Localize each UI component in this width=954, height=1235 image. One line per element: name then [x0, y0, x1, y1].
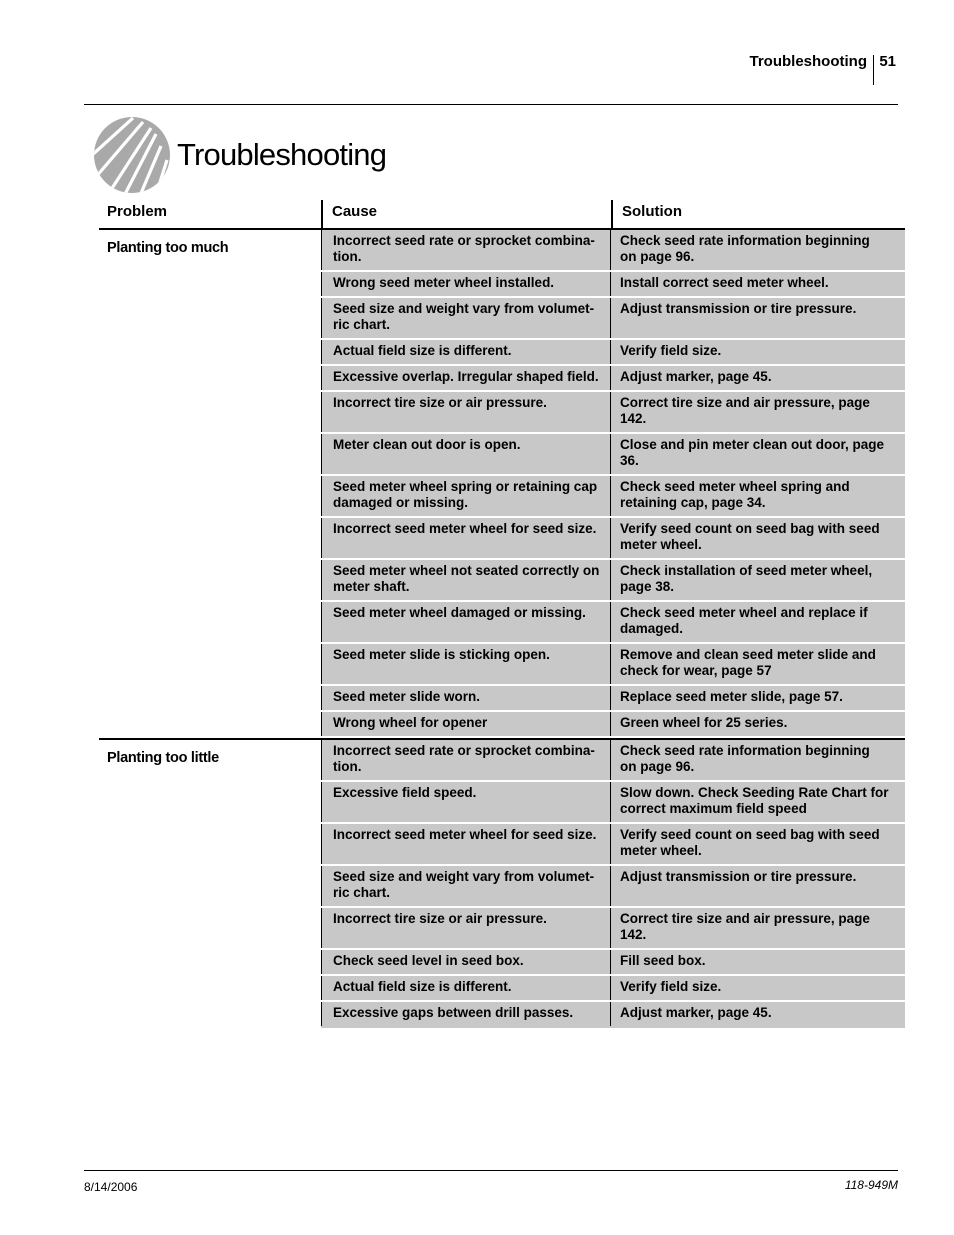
- table-header: [99, 200, 905, 230]
- table-row: [321, 1002, 905, 1028]
- table-row: [321, 602, 905, 644]
- table-row: [321, 976, 905, 1002]
- table-row: [321, 712, 905, 738]
- solution-cell: Adjust transmission or tire pressure.: [620, 301, 857, 316]
- table-row: [321, 392, 905, 434]
- cause-cell: Meter clean out door is open.: [321, 434, 611, 474]
- table-row: [321, 824, 905, 866]
- cause-cell: Seed meter slide is sticking open.: [321, 644, 611, 684]
- cause-cell: Wrong wheel for opener: [321, 712, 611, 736]
- troubleshooting-table: [99, 200, 905, 1028]
- cause-cell: Seed meter wheel damaged or missing.: [321, 602, 611, 642]
- header-rule: [84, 104, 898, 105]
- cause-cell: Excessive gaps between drill passes.: [321, 1002, 611, 1026]
- column-divider: [611, 200, 613, 228]
- cause-cell: Seed meter wheel spring or retaining cap damaged or missing.: [321, 476, 611, 516]
- cause-cell: Seed meter wheel not seated correctly on meter shaft.: [321, 560, 611, 600]
- footer-doc-code: 118-949M: [844, 1178, 898, 1192]
- cause-cell: Incorrect seed rate or sprocket combina- tion.: [321, 230, 611, 270]
- problem-label: Planting too little: [107, 750, 219, 766]
- table-row: [321, 866, 905, 908]
- page-number: 51: [879, 53, 896, 70]
- page-title: Troubleshooting: [177, 137, 387, 172]
- table-row: [321, 476, 905, 518]
- cause-cell: Seed size and weight vary from volumet- ric chart.: [321, 866, 611, 906]
- solution-cell: Adjust marker, page 45.: [620, 369, 772, 384]
- table-row: [321, 950, 905, 976]
- cause-cell: Incorrect tire size or air pressure.: [321, 392, 611, 432]
- problem-group: [99, 230, 905, 740]
- solution-cell: Adjust marker, page 45.: [620, 1005, 772, 1020]
- solution-cell: Replace seed meter slide, page 57.: [620, 689, 843, 704]
- table-row: [321, 644, 905, 686]
- column-header-solution: Solution: [622, 203, 682, 220]
- problem-label: Planting too much: [107, 240, 229, 256]
- solution-cell: Verify field size.: [620, 343, 722, 358]
- cause-cell: Seed meter slide worn.: [321, 686, 611, 710]
- column-divider: [321, 200, 323, 228]
- table-row: [321, 908, 905, 950]
- solution-cell: Check seed meter wheel spring and retaining cap, page 34.: [620, 479, 850, 510]
- cause-cell: Incorrect seed meter wheel for seed size.: [321, 824, 611, 864]
- problem-group: [99, 740, 905, 1028]
- table-row: [321, 782, 905, 824]
- solution-cell: Verify seed count on seed bag with seed meter wheel.: [620, 521, 880, 552]
- solution-cell: Green wheel for 25 series.: [620, 715, 788, 730]
- table-row: [321, 366, 905, 392]
- table-row: [321, 686, 905, 712]
- solution-cell: Verify seed count on seed bag with seed meter wheel.: [620, 827, 880, 858]
- table-row: [321, 560, 905, 602]
- column-header-cause: Cause: [332, 203, 378, 220]
- solution-cell: Correct tire size and air pressure, page 142.: [620, 911, 870, 942]
- header-section-title: Troubleshooting: [749, 53, 867, 70]
- cause-cell: Excessive overlap. Irregular shaped field.: [321, 366, 611, 390]
- solution-cell: Check installation of seed meter wheel, page 38.: [620, 563, 873, 594]
- cause-cell: Actual field size is different.: [321, 340, 611, 364]
- solution-cell: Slow down. Check Seeding Rate Chart for correct maximum field speed: [620, 785, 889, 816]
- cause-cell: Incorrect seed meter wheel for seed size.: [321, 518, 611, 558]
- running-header: [700, 52, 900, 86]
- cause-cell: Check seed level in seed box.: [321, 950, 611, 974]
- solution-cell: Adjust transmission or tire pressure.: [620, 869, 857, 884]
- solution-cell: Check seed rate information beginning on page 96.: [620, 233, 870, 264]
- solution-cell: Fill seed box.: [620, 953, 706, 968]
- solution-cell: Remove and clean seed meter slide and check for wear, page 57: [620, 647, 876, 678]
- cause-cell: Seed size and weight vary from volumet- ric chart.: [321, 298, 611, 338]
- solution-cell: Close and pin meter clean out door, page 36.: [620, 437, 885, 468]
- footer-rule: [84, 1170, 898, 1171]
- solution-cell: Verify field size.: [620, 979, 722, 994]
- solution-cell: Check seed meter wheel and replace if damaged.: [620, 605, 868, 636]
- footer-date: 8/14/2006: [84, 1180, 138, 1194]
- section-logo-icon: [93, 116, 171, 194]
- cause-cell: Incorrect seed rate or sprocket combina- tion.: [321, 740, 611, 780]
- table-row: [321, 340, 905, 366]
- solution-cell: Correct tire size and air pressure, page 142.: [620, 395, 870, 426]
- solution-cell: Install correct seed meter wheel.: [620, 275, 829, 290]
- solution-cell: Check seed rate information beginning on page 96.: [620, 743, 870, 774]
- table-row: [321, 740, 905, 782]
- table-row: [321, 230, 905, 272]
- table-row: [321, 518, 905, 560]
- cause-cell: Wrong seed meter wheel installed.: [321, 272, 611, 296]
- cause-cell: Excessive field speed.: [321, 782, 611, 822]
- cause-cell: Actual field size is different.: [321, 976, 611, 1000]
- header-divider: [873, 55, 874, 85]
- table-row: [321, 298, 905, 340]
- table-row: [321, 272, 905, 298]
- table-row: [321, 434, 905, 476]
- column-header-problem: Problem: [107, 203, 168, 220]
- cause-cell: Incorrect tire size or air pressure.: [321, 908, 611, 948]
